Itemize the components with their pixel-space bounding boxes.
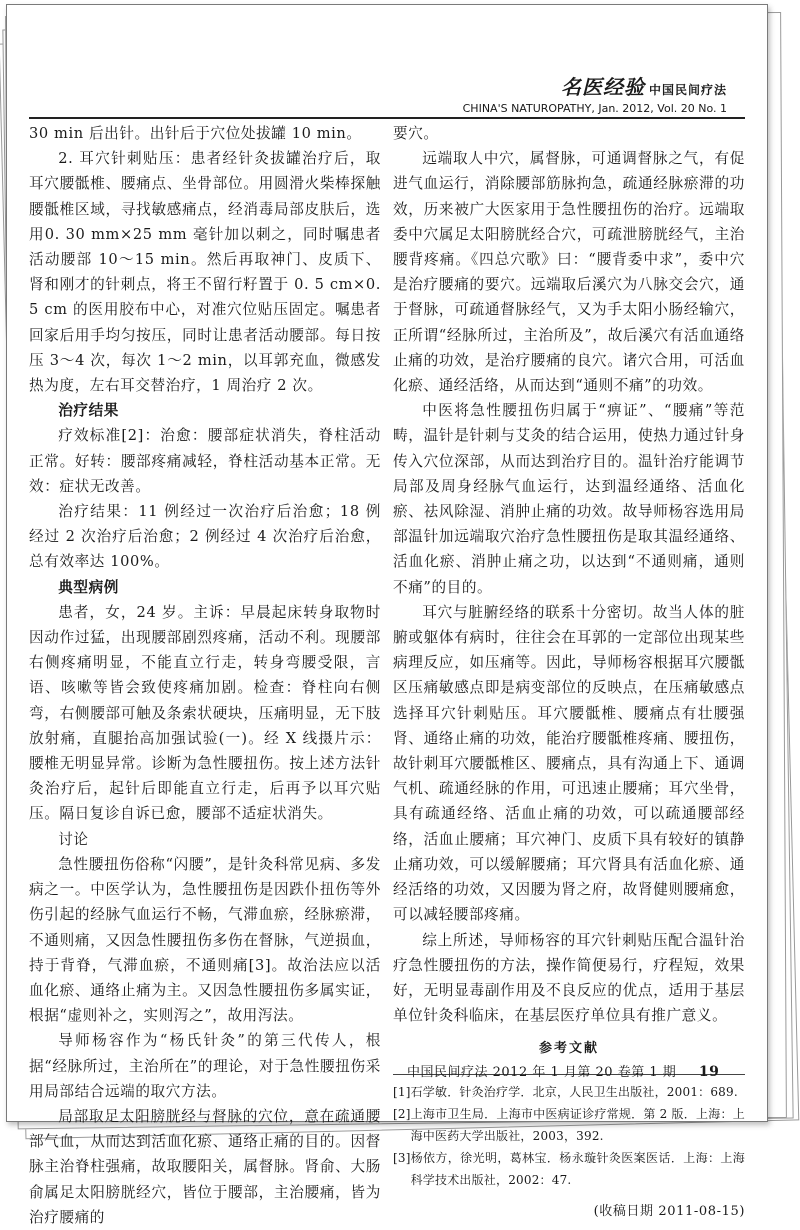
- section-heading-results: 治疗结果: [58, 402, 119, 420]
- section-heading-case: 典型病例: [58, 578, 119, 596]
- left-column: [29, 121, 381, 1230]
- reference-item: [393, 1103, 745, 1147]
- paragraph: 导师杨容作为“杨氏针灸”的第三代传人，根据“经脉所过，主治所在”的理论，对于急性腰扭伤采用局部结合远端的取穴方法。: [29, 1032, 381, 1100]
- reference-item: [393, 1147, 745, 1191]
- references-title: 参考文献: [538, 1041, 599, 1057]
- right-column: [393, 121, 745, 1224]
- footer-journal-issue: 中国民间疗法 2012 年 1 月第 20 卷第 1 期: [407, 1065, 677, 1080]
- paragraph: 治疗结果：11 例经过一次治疗后治愈；18 例经过 2 次治疗后治愈；2 例经过 4 次治疗后治愈，总有效率达 100%。: [29, 503, 381, 571]
- received-date: (收稿日期 2011-08-15): [593, 1203, 745, 1219]
- paragraph: 综上所述，导师杨容的耳穴针刺贴压配合温针治疗急性腰扭伤的方法，操作简便易行，疗程短，效果好，无明显毒副作用及不良反应的优点，适用于基层单位针灸科临床，在基层医疗单位具有推广意义。: [393, 931, 745, 1025]
- paragraph: 远端取人中穴，属督脉，可通调督脉之气，有促进气血运行，消除腰部筋脉拘急，疏通经脉瘀滞的功效，历来被广大医家用于急性腰扭伤的治疗。远端取委中穴属足太阳膀胱经合穴，可疏泄膀胱经气，主治腰背疼痛。《四总穴歌》曰：“腰背委中求”，委中穴是治疗腰痛的要穴。远端取后溪穴为八脉交会穴，通于督脉，可疏通督脉经气，又为手太阳小肠经输穴，正所谓“经脉所过，主治所及”，故后溪穴有活血通络止痛的功效，是治疗腰痛的良穴。诸穴合用，可活血化瘀、通经活络，从而达到“通则不痛”的功效。: [393, 150, 745, 395]
- running-footer: [407, 1061, 719, 1080]
- paragraph: 要穴。: [393, 125, 439, 142]
- paragraph: 30 min 后出针。出针后于穴位处拔罐 10 min。: [29, 125, 362, 142]
- reference-number: [1]: [393, 1084, 411, 1099]
- section-heading-discussion: 讨论: [58, 830, 89, 848]
- journal-title: [463, 71, 727, 100]
- paragraph: 患者，女，24 岁。主诉：早晨起床转身取物时因动作过猛，出现腰部剧烈疼痛，活动不利。现腰部右侧疼痛明显，不能直立行走，转身弯腰受限，言语、咳嗽等皆会致使疼痛加剧。检查：脊柱向右侧弯，右侧腰部可触及条索状硬块，压痛明显，无下肢放射痛，直腿抬高加强试验(一)。经 X 线摄片示：腰椎无明显异常。诊断为急性腰扭伤。按上述方法针灸治疗后，起针后即能直立行走，后再予以耳穴贴压。隔日复诊自诉已愈，腰部不适症状消失。: [29, 603, 381, 823]
- reference-list: [393, 1081, 745, 1191]
- paragraph: 2. 耳穴针刺贴压：患者经针灸拔罐治疗后，取耳穴腰骶椎、腰痛点、坐骨部位。用圆滑火柴棒探触腰骶椎区域，寻找敏感痛点，经消毒局部皮肤后，选用0. 30 mm×25 mm 毫针加以刺之，同时嘱患者活动腰部 10～15 min。然后再取神门、皮质下、肾和刚才的针刺点，将王不留行籽置于 0. 5 cm×0. 5 cm 的医用胶布中心，对准穴位贴压固定。嘱患者回家后用手均匀按压，同时让患者活动腰部。每日按压 3～4 次，每次 1～2 min，以耳郭充血，微感发热为度，左右耳交替治疗，1 周治疗 2 次。: [29, 150, 381, 395]
- journal-name: 中国民间疗法: [648, 83, 727, 97]
- journal-page: [6, 4, 768, 1226]
- reference-text: 杨依方，徐光明，葛林宝．杨永璇针灸医案医话．上海：上海科学技术出版社，2002：47.: [410, 1150, 745, 1187]
- reference-item: [393, 1081, 745, 1103]
- reference-text: 石学敏．针灸治疗学．北京，人民卫生出版社，2001：689.: [410, 1084, 738, 1099]
- reference-number: [3]: [393, 1150, 411, 1165]
- header-divider: [29, 117, 745, 119]
- column-brand: 名医经验: [560, 75, 645, 99]
- paragraph: 急性腰扭伤俗称“闪腰”，是针灸科常见病、多发病之一。中医学认为，急性腰扭伤是因跌仆扭伤等外伤引起的经脉气血运行不畅，气滞血瘀，经脉瘀滞，不通则痛，又因急性腰扭伤多伤在督脉，气逆损血，持于背脊，气滞血瘀，不通则痛[3]。故治法应以活血化瘀、通络止痛为主。又因急性腰扭伤多属实证，根据“虚则补之，实则泻之”，故用泻法。: [29, 855, 381, 1025]
- paragraph: 中医将急性腰扭伤归属于“痹证”、“腰痛”等范畴，温针是针刺与艾灸的结合运用，使热力通过针身传入穴位深部，从而达到治疗目的。温针治疗能调节局部及周身经脉气血运行，达到温经通络、活血化瘀、祛风除湿、消肿止痛的功效。故导师杨容选用局部温针加远端取穴治疗急性腰扭伤是取其温经通络、活血化瘀、消肿止痛之功，以达到“不通则痛，通则不痛”的目的。: [393, 402, 745, 596]
- running-header: [463, 71, 727, 115]
- journal-citation: CHINA'S NATUROPATHY, Jan. 2012, Vol. 20 No. 1: [462, 102, 727, 115]
- paragraph: 疗效标准[2]：治愈：腰部症状消失，脊柱活动正常。好转：腰部疼痛减轻，脊柱活动基本正常。无效：症状无改善。: [29, 427, 381, 495]
- reference-text: 上海市卫生局．上海市中医病证诊疗常规．第 2 版．上海：上海中医药大学出版社，2003，392.: [410, 1106, 745, 1143]
- reference-number: [2]: [393, 1106, 411, 1121]
- paragraph: 耳穴与脏腑经络的联系十分密切。故当人体的脏腑或躯体有病时，往往会在耳郭的一定部位出现某些病理反应，如压痛等。因此，导师杨容根据耳穴腰骶区压痛敏感点即是病变部位的反映点，在压痛敏感点选择耳穴针刺贴压。耳穴腰骶椎、腰痛点有壮腰强肾、通络止痛的功效，能治疗腰骶椎疼痛、腰扭伤，故针刺耳穴腰骶椎区、腰痛点，具有沟通上下、通调气机、疏通经脉的作用，可迅速止腰痛；耳穴坐骨，具有疏通经络、活血止痛的功效，可以疏通腰部经络，活血止腰痛；耳穴神门、皮质下具有较好的镇静止痛功效，可以缓解腰痛；耳穴肾具有活血化瘀、通经活络的功效，又因腰为肾之府，故肾健则腰痛愈，可以减轻腰部疼痛。: [393, 603, 745, 924]
- page-number: 19: [698, 1064, 720, 1080]
- paragraph: 局部取足太阳膀胱经与督脉的穴位，意在疏通腰部气血，从而达到活血化瘀、通络止痛的目的。因督脉主治脊柱强痛，故取腰阳关，属督脉。肾俞、大肠俞属足太阳膀胱经穴，皆位于腰部，主治腰痛，皆为治疗腰痛的: [29, 1107, 381, 1226]
